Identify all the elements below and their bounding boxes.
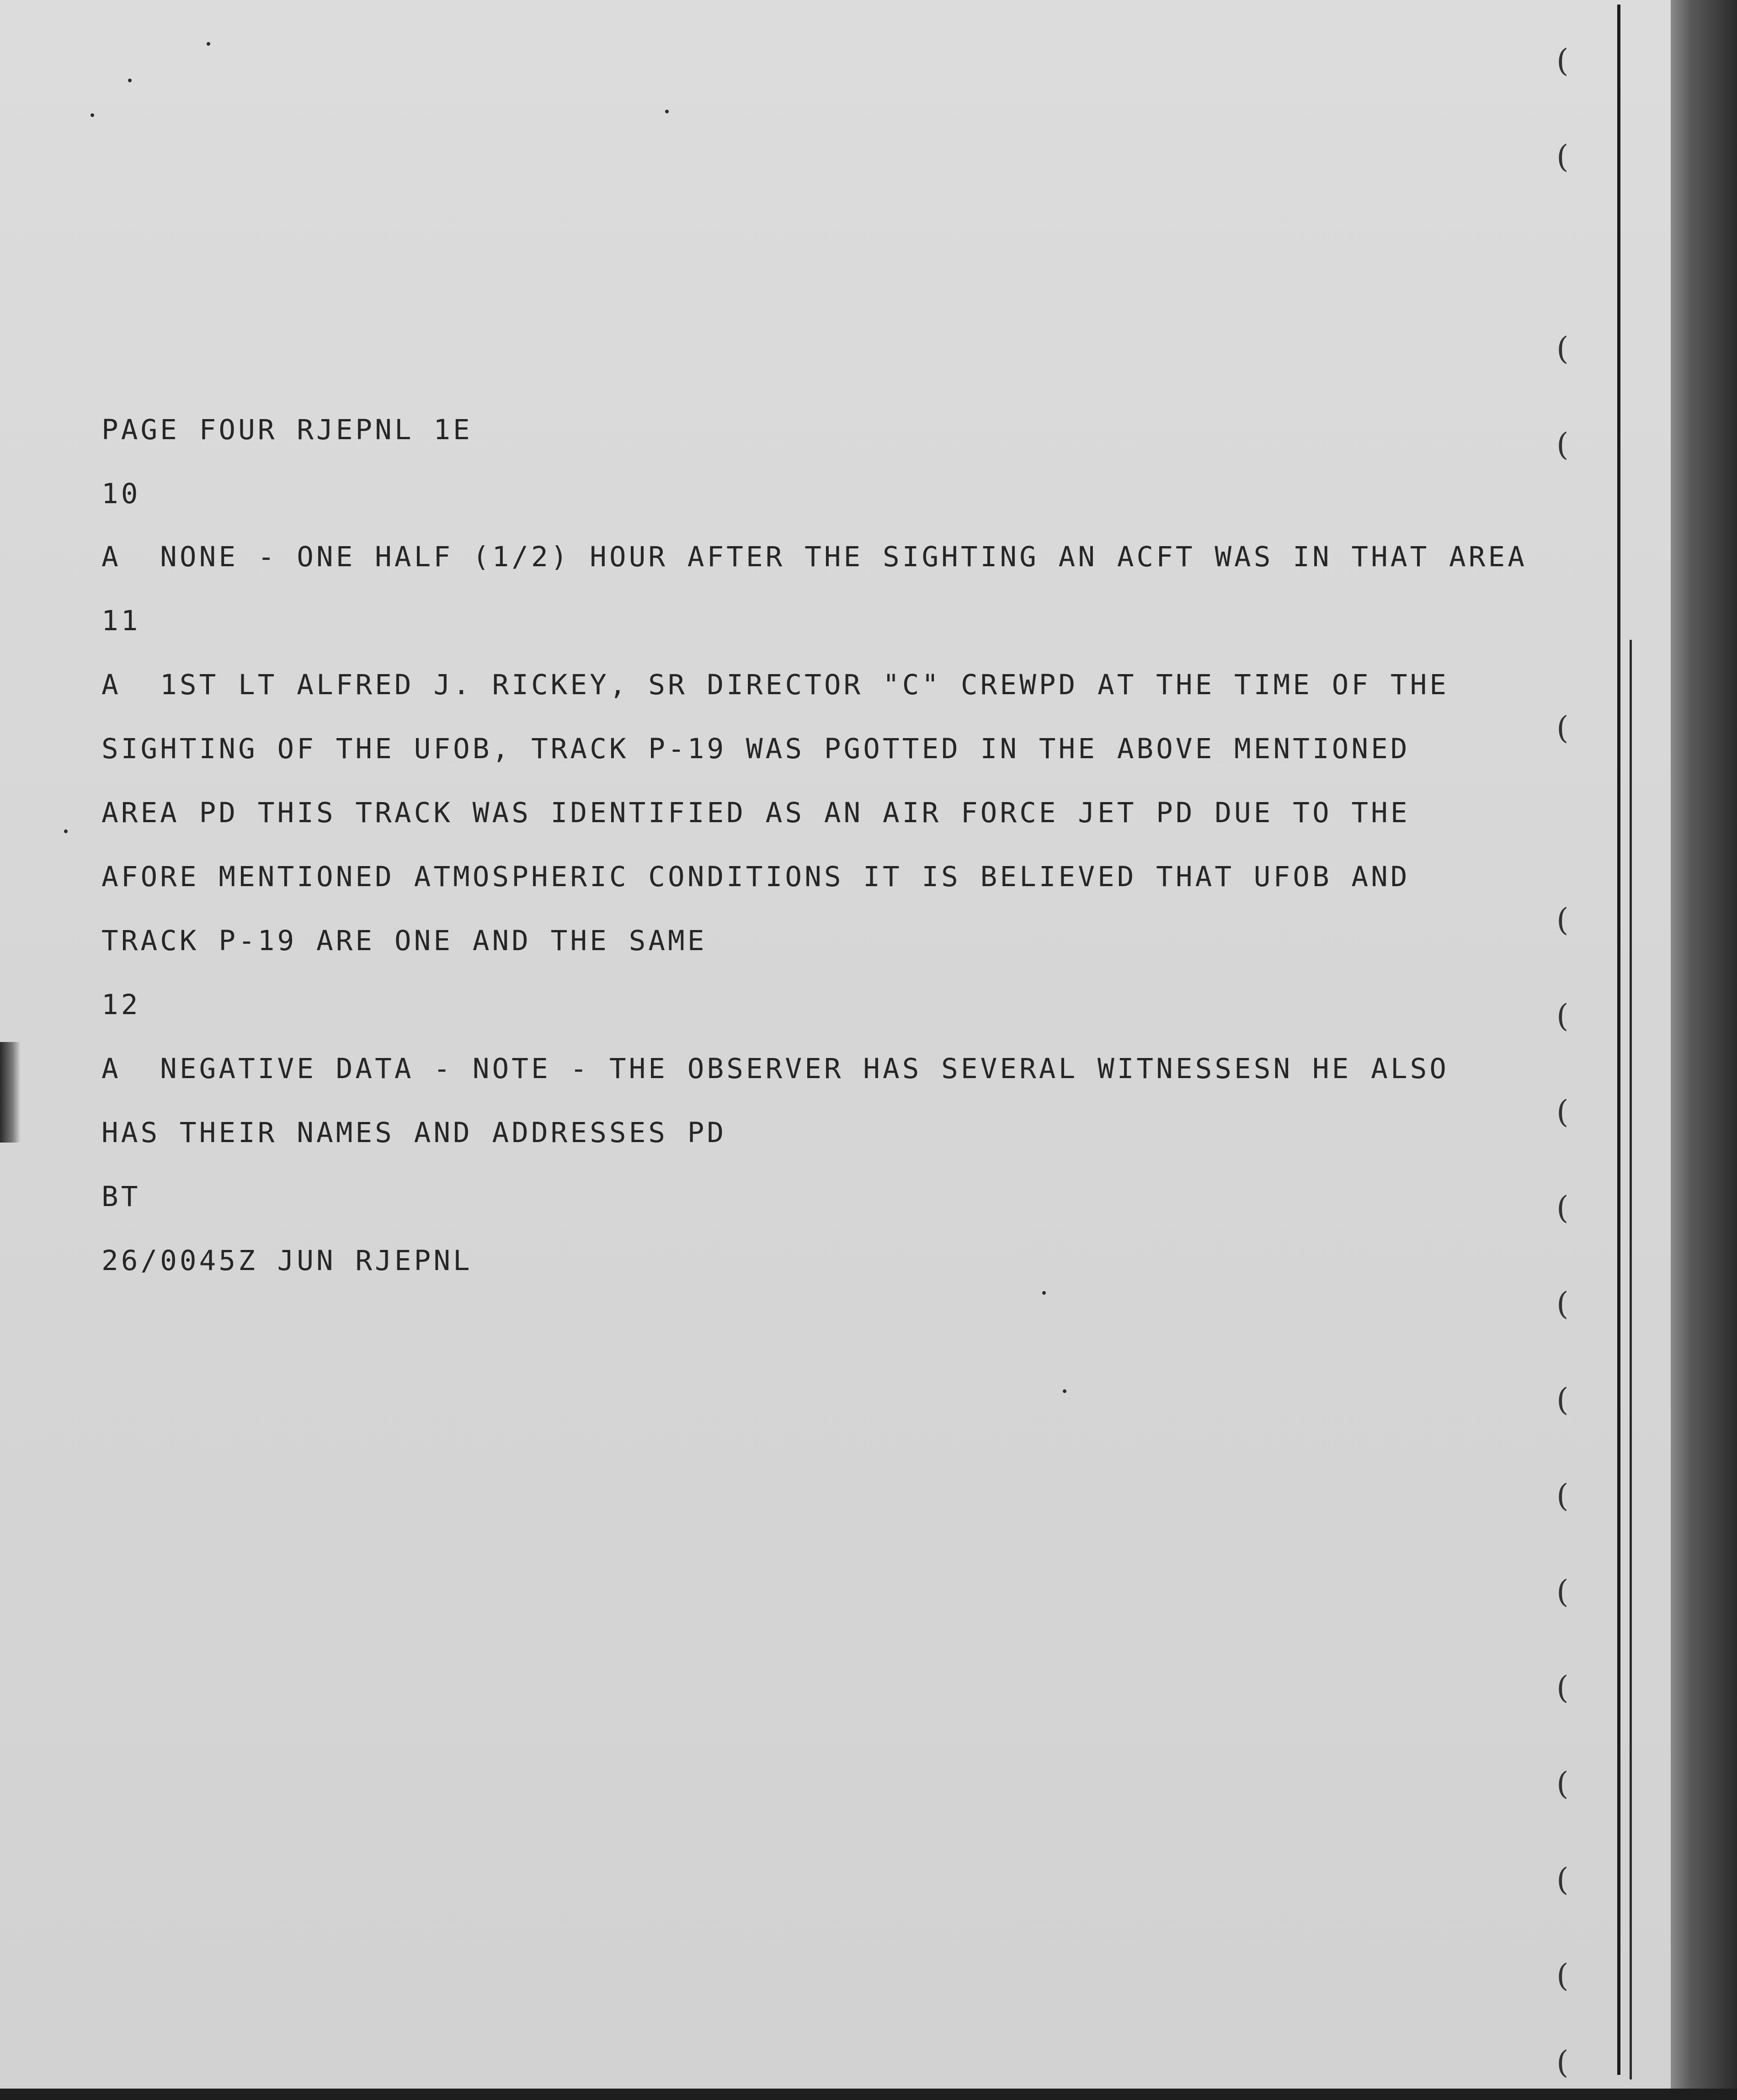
answer-11-line-5: TRACK P-19 ARE ONE AND THE SAME [101, 925, 707, 957]
answer-11-line-1: A 1ST LT ALFRED J. RICKEY, SR DIRECTOR "C" CREWPD AT THE TIME OF THE [101, 669, 1449, 701]
item-number-11: 11 [101, 605, 141, 637]
dust-speck [207, 42, 210, 46]
dust-speck [64, 829, 68, 833]
paper-feed-edge-line-secondary [1630, 640, 1632, 2079]
sprocket-hole: ( [1556, 1094, 1569, 1130]
sprocket-hole: ( [1556, 1670, 1569, 1706]
header-line: PAGE FOUR RJEPNL 1E [101, 414, 473, 446]
answer-12-line-2: HAS THEIR NAMES AND ADDRESSES PD [101, 1116, 727, 1149]
sprocket-hole: ( [1556, 1478, 1569, 1514]
sprocket-hole: ( [1556, 1190, 1569, 1226]
sprocket-hole: ( [1556, 1382, 1569, 1418]
answer-11-line-2: SIGHTING OF THE UFOB, TRACK P-19 WAS PGOTTED IN THE ABOVE MENTIONED [101, 733, 1410, 765]
sprocket-hole: ( [1556, 902, 1569, 938]
answer-11-line-3: AREA PD THIS TRACK WAS IDENTIFIED AS AN AIR FORCE JET PD DUE TO THE [101, 797, 1410, 829]
answer-10-line: A NONE - ONE HALF (1/2) HOUR AFTER THE SIGHTING AN ACFT WAS IN THAT AREA [101, 541, 1527, 573]
sprocket-hole: ( [1556, 1862, 1569, 1898]
sprocket-hole: ( [1556, 2045, 1569, 2081]
break-marker: BT [101, 1180, 141, 1213]
sprocket-hole: ( [1556, 331, 1569, 367]
sprocket-hole: ( [1556, 139, 1569, 175]
sprocket-hole: ( [1556, 427, 1569, 463]
sprocket-hole: ( [1556, 1286, 1569, 1322]
dust-speck [128, 79, 132, 82]
sprocket-hole: ( [1556, 43, 1569, 79]
dust-speck [91, 113, 94, 117]
answer-12-line-1: A NEGATIVE DATA - NOTE - THE OBSERVER HAS SEVERAL WITNESSESN HE ALSO [101, 1053, 1449, 1085]
date-time-group: 26/0045Z JUN RJEPNL [101, 1244, 473, 1277]
answer-11-line-4: AFORE MENTIONED ATMOSPHERIC CONDITIONS IT IS BELIEVED THAT UFOB AND [101, 861, 1410, 893]
sprocket-hole: ( [1556, 1958, 1569, 1994]
dust-speck [1063, 1389, 1066, 1393]
dust-speck [1042, 1291, 1046, 1295]
dust-speck [665, 110, 669, 113]
item-number-12: 12 [101, 989, 141, 1021]
scan-bottom-border [0, 2089, 1737, 2100]
sprocket-hole: ( [1556, 1766, 1569, 1802]
paper-feed-edge-line [1617, 5, 1620, 2075]
item-number-10: 10 [101, 478, 141, 510]
scan-right-border [1671, 0, 1737, 2100]
sprocket-hole: ( [1556, 1574, 1569, 1610]
sprocket-hole: ( [1556, 710, 1569, 746]
sprocket-hole: ( [1556, 998, 1569, 1034]
binding-mark [0, 1042, 21, 1143]
